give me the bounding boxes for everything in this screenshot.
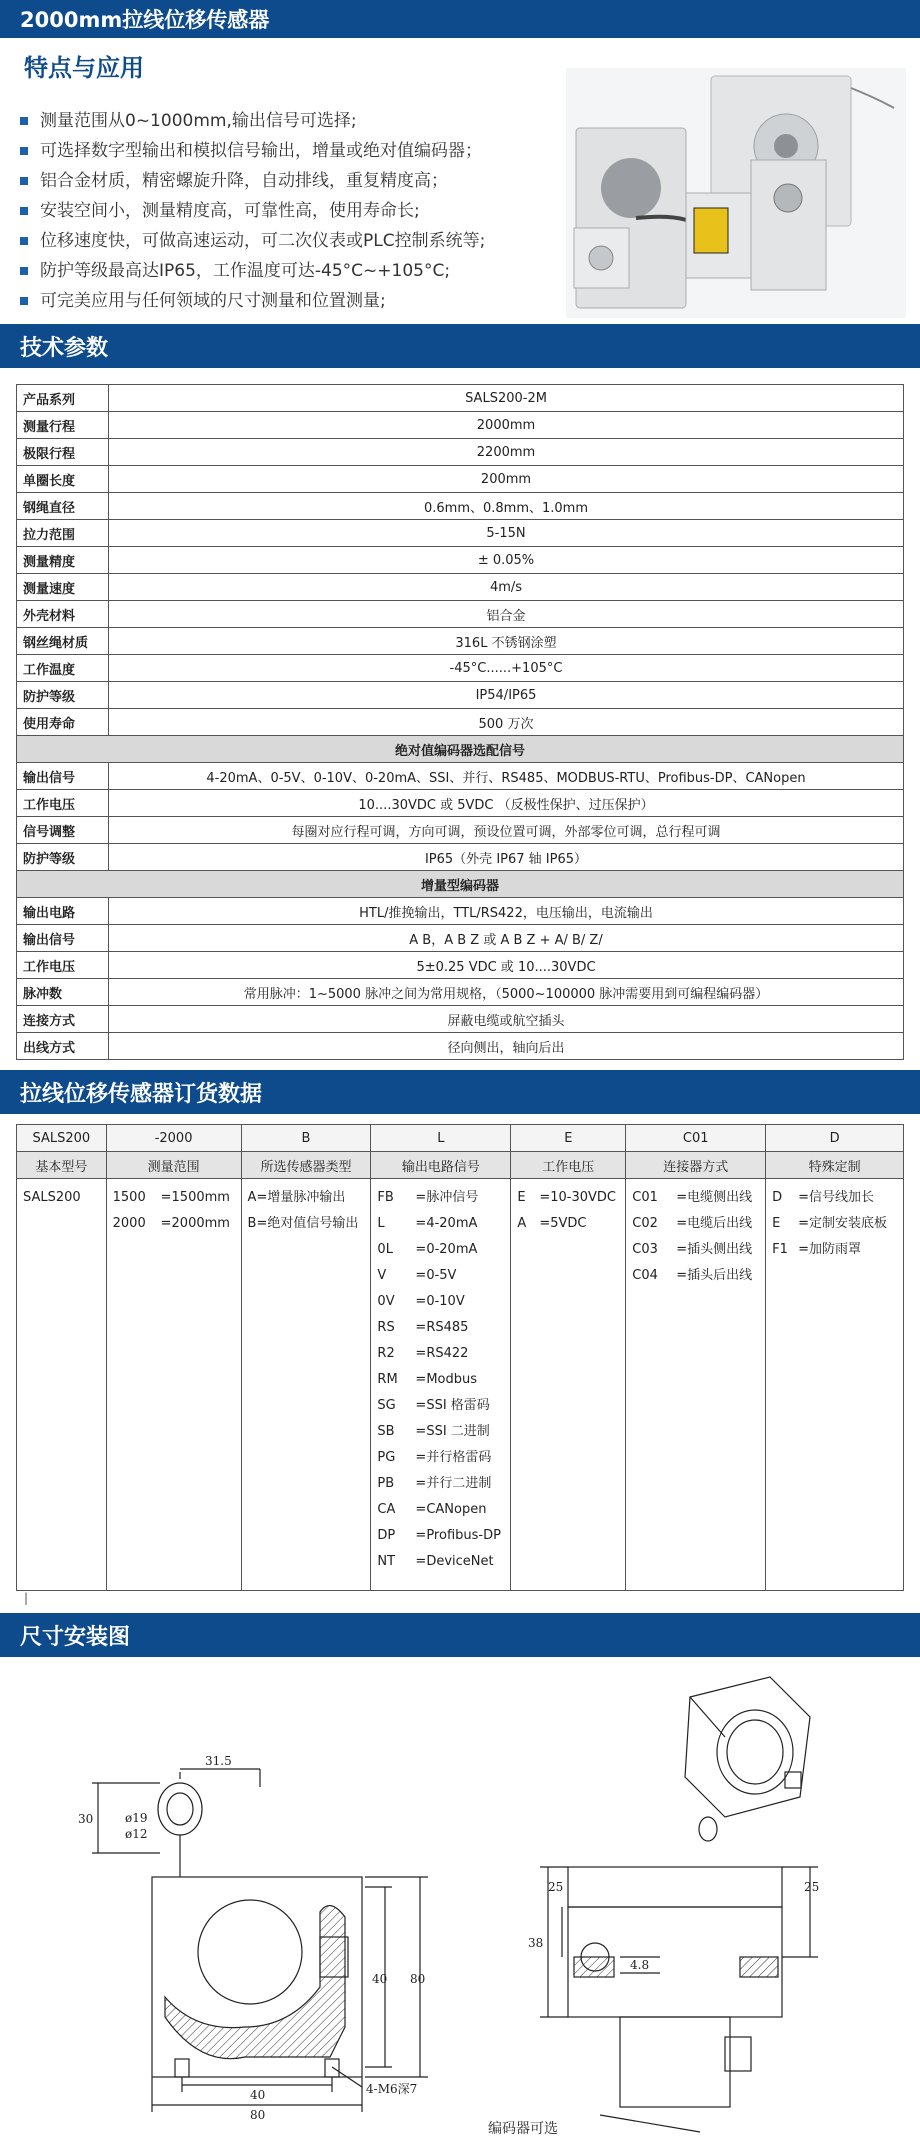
signal-cell — [371, 1179, 511, 1591]
range-cell — [106, 1179, 241, 1591]
table-row: 工作温度 -45°C......+105°C — [17, 655, 904, 682]
list-item: PB =并行二进制 — [377, 1476, 492, 1491]
order-header-row: 基本型号 测量范围 所选传感器类型 输出电路信号 工作电压 连接器方式 特殊定制 — [17, 1152, 904, 1179]
list-item: 0V =0-10V — [377, 1294, 465, 1309]
table-row: 测量行程 2000mm — [17, 412, 904, 439]
dim-label: 25 — [804, 1880, 820, 1894]
list-item: A=增量脉冲输出 — [247, 1190, 346, 1205]
dim-label: 40 — [250, 2088, 266, 2102]
table-row: 单圈长度 200mm — [17, 466, 904, 493]
list-item: 可完美应用与任何领域的尺寸测量和位置测量; — [20, 286, 485, 316]
list-item: E =定制安装底板 — [772, 1216, 888, 1231]
bullet-icon — [20, 117, 28, 125]
table-row: 防护等级 IP54/IP65 — [17, 682, 904, 709]
table-row: 输出信号 A B，A B Z 或 A B Z + A/ B/ Z/ — [17, 925, 904, 952]
table-row: 钢丝绳材质 316L 不锈钢涂塑 — [17, 628, 904, 655]
page-title: 2000mm拉线位移传感器 — [20, 8, 270, 32]
list-item: V =0-5V — [377, 1268, 457, 1283]
bullet-icon — [20, 147, 28, 155]
table-group-header: 绝对值编码器选配信号 — [17, 736, 904, 763]
text-cursor: | — [24, 1591, 29, 1605]
order-options-row — [17, 1179, 904, 1591]
list-item: NT =DeviceNet — [377, 1554, 494, 1569]
spec-table — [16, 384, 904, 1060]
list-item: B=绝对值信号输出 — [247, 1216, 359, 1231]
voltage-cell — [511, 1179, 626, 1591]
list-item: C02 =电缆后出线 — [632, 1216, 753, 1231]
order-section-title — [0, 1070, 920, 1114]
list-item: D =信号线加长 — [772, 1190, 875, 1205]
table-row: 信号调整 每圈对应行程可调，方向可调，预设位置可调，外部零位可调，总行程可调 — [17, 817, 904, 844]
list-item: 0L =0-20mA — [377, 1242, 478, 1257]
front-view-drum — [198, 1900, 302, 2004]
table-row: 测量精度 ± 0.05% — [17, 547, 904, 574]
order-title: 拉线位移传感器订货数据 — [20, 1081, 263, 1107]
product-photo — [566, 68, 906, 318]
table-row: 输出电路 HTL/推挽输出，TTL/RS422，电压输出，电流输出 — [17, 898, 904, 925]
list-item: FB =脉冲信号 — [377, 1190, 479, 1205]
list-item: 位移速度快，可做高速运动，可二次仪表或PLC控制系统等; — [20, 226, 485, 256]
bullet-icon — [20, 207, 28, 215]
list-item: SG =SSI 格雷码 — [377, 1398, 490, 1413]
list-item: 1500 =1500mm — [112, 1190, 230, 1205]
table-row: 工作电压 10....30VDC 或 5VDC （反极性保护、过压保护） — [17, 790, 904, 817]
dim-label: ø19 — [125, 1811, 148, 1825]
list-item: C04 =插头后出线 — [632, 1268, 753, 1283]
features-section — [0, 38, 920, 324]
list-item: 铝合金材质，精密螺旋升降，自动排线，重复精度高； — [20, 166, 485, 196]
page-title-bar — [0, 0, 920, 38]
side-view-encoder — [620, 2017, 730, 2107]
list-item: DP =Profibus-DP — [377, 1528, 501, 1543]
features-list — [20, 106, 485, 316]
table-row: 连接方式 屏蔽电缆或航空插头 — [17, 1006, 904, 1033]
list-item: L =4-20mA — [377, 1216, 478, 1231]
dim-label: 30 — [78, 1812, 94, 1826]
encoder-note: 编码器可选 — [488, 2121, 558, 2137]
custom-cell — [766, 1179, 904, 1591]
table-row: 防护等级 IP65（外壳 IP67 轴 IP65） — [17, 844, 904, 871]
drawing-canvas — [0, 1657, 920, 2137]
table-row: 输出信号 4-20mA、0-5V、0-10V、0-20mA、SSI、并行、RS485、MODBUS-RTU、Profibus-DP、CANopen — [17, 763, 904, 790]
table-row: 拉力范围 5-15N — [17, 520, 904, 547]
table-row: 钢绳直径 0.6mm、0.8mm、1.0mm — [17, 493, 904, 520]
model-cell: SALS200 — [17, 1179, 107, 1591]
table-row: 工作电压 5±0.25 VDC 或 10....30VDC — [17, 952, 904, 979]
list-item: F1 =加防雨罩 — [772, 1242, 862, 1257]
type-cell — [241, 1179, 371, 1591]
dim-label: 4.8 — [630, 1958, 650, 1972]
order-table-wrapper — [0, 1114, 920, 1591]
isometric-view — [685, 1677, 810, 1841]
table-row: 产品系列 SALS200-2M — [17, 385, 904, 412]
bullet-icon — [20, 267, 28, 275]
list-item: 测量范围从0~1000mm,输出信号可选择; — [20, 106, 485, 136]
table-row: 使用寿命 500 万次 — [17, 709, 904, 736]
dim-label: 80 — [410, 1972, 426, 1986]
side-view-top — [568, 1867, 782, 1907]
dim-label: 80 — [250, 2108, 266, 2122]
dims-section-title — [0, 1613, 920, 1657]
spec-section-title — [0, 324, 920, 368]
eye-bolt — [158, 1783, 202, 1835]
list-item: C01 =电缆侧出线 — [632, 1190, 753, 1205]
list-item: R2 =RS422 — [377, 1346, 469, 1361]
list-item: RM =Modbus — [377, 1372, 478, 1387]
spec-title: 技术参数 — [20, 335, 109, 361]
bullet-icon — [20, 177, 28, 185]
list-item: 可选择数字型输出和模拟信号输出，增量或绝对值编码器； — [20, 136, 485, 166]
list-item: A =5VDC — [517, 1216, 587, 1231]
list-item: 防护等级最高达IP65，工作温度可达-45°C~+105°C; — [20, 256, 485, 286]
list-item: 2000 =2000mm — [112, 1216, 230, 1231]
table-row: 测量速度 4m/s — [17, 574, 904, 601]
order-code-row: SALS200 -2000 B L E C01 D — [17, 1125, 904, 1152]
list-item: PG =并行格雷码 — [377, 1450, 492, 1465]
list-item: C03 =插头侧出线 — [632, 1242, 753, 1257]
dim-label: 25 — [548, 1880, 564, 1894]
bullet-icon — [20, 297, 28, 305]
dim-label: 31.5 — [205, 1754, 232, 1768]
list-item: CA =CANopen — [377, 1502, 487, 1517]
list-item: 安装空间小，测量精度高，可靠性高，使用寿命长; — [20, 196, 485, 226]
dim-label: ø12 — [125, 1827, 148, 1841]
connector-cell — [626, 1179, 766, 1591]
table-row: 外壳材料 铝合金 — [17, 601, 904, 628]
order-table — [16, 1124, 904, 1591]
features-subtitle: 特点与应用 — [24, 54, 144, 82]
table-row: 出线方式 径向侧出，轴向后出 — [17, 1033, 904, 1060]
dims-title: 尺寸安装图 — [20, 1624, 131, 1650]
bullet-icon — [20, 237, 28, 245]
dim-label: 40 — [372, 1972, 388, 1986]
table-row: 极限行程 2200mm — [17, 439, 904, 466]
list-item: E =10-30VDC — [517, 1190, 616, 1205]
dim-label: 4-M6深7 — [366, 2082, 418, 2096]
table-group-header: 增量型编码器 — [17, 871, 904, 898]
table-row: 脉冲数 常用脉冲：1~5000 脉冲之间为常用规格，（5000~100000 脉冲需要用到可编程编码器） — [17, 979, 904, 1006]
dimension-drawing — [0, 1657, 920, 2137]
dim-label: 38 — [528, 1936, 544, 1950]
list-item: RS =RS485 — [377, 1320, 469, 1335]
spec-table-wrapper — [0, 368, 920, 1070]
list-item: SB =SSI 二进制 — [377, 1424, 490, 1439]
